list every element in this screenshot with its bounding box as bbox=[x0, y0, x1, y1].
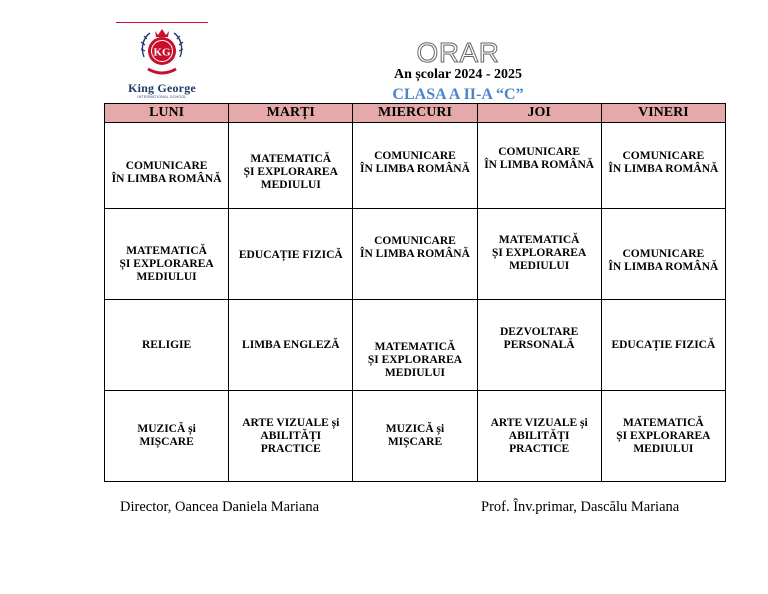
subject-label: COMUNICARE ÎN LIMBA ROMÂNĂ bbox=[111, 159, 222, 185]
day-header: MARȚI bbox=[229, 104, 353, 123]
schedule-cell bbox=[105, 300, 229, 391]
class-name: CLASA A II-A “C” bbox=[392, 86, 524, 103]
school-year: An școlar 2024 - 2025 bbox=[393, 67, 523, 82]
subject-label: EDUCAȚIE FIZICĂ bbox=[238, 248, 343, 261]
schedule-cell bbox=[601, 209, 725, 300]
school-logo bbox=[112, 22, 212, 98]
table-row bbox=[105, 209, 726, 300]
subject-label: MUZICĂ și MIȘCARE bbox=[385, 423, 445, 448]
subject-label: MATEMATICĂ ȘI EXPLORAREA MEDIULUI bbox=[119, 244, 214, 283]
subject-label: COMUNICARE ÎN LIMBA ROMÂNĂ bbox=[360, 149, 470, 175]
teacher-signature: Prof. Înv.primar, Dascălu Mariana bbox=[481, 499, 680, 515]
schedule-cell bbox=[353, 300, 477, 391]
schedule-cell bbox=[105, 123, 229, 209]
subject-label: EDUCAȚIE FIZICĂ bbox=[611, 338, 716, 351]
table-row bbox=[105, 300, 726, 391]
schedule-cell bbox=[229, 300, 353, 391]
schedule-cell bbox=[601, 391, 725, 482]
day-header-row bbox=[105, 104, 726, 123]
schedule-cell bbox=[105, 209, 229, 300]
logo-rule bbox=[116, 22, 208, 23]
subject-label: DEZVOLTARE PERSONALĂ bbox=[499, 325, 579, 351]
subject-label: MATEMATICĂ ȘI EXPLORAREA MEDIULUI bbox=[616, 416, 711, 455]
subject-label: ARTE VIZUALE și ABILITĂȚI PRACTICE bbox=[490, 416, 588, 455]
logo-subtitle: INTERNATIONAL SCHOOL bbox=[137, 95, 187, 99]
schedule-cell bbox=[477, 209, 601, 300]
schedule-cell bbox=[601, 123, 725, 209]
subject-label: MUZICĂ și MIȘCARE bbox=[137, 423, 196, 448]
subject-label: MATEMATICĂ ȘI EXPLORAREA MEDIULUI bbox=[243, 153, 338, 191]
schedule-cell bbox=[353, 123, 477, 209]
subject-label: COMUNICARE ÎN LIMBA ROMÂNĂ bbox=[360, 234, 470, 260]
subject-label: LIMBA ENGLEZĂ bbox=[242, 338, 340, 351]
subject-label: COMUNICARE ÎN LIMBA ROMÂNĂ bbox=[608, 248, 719, 273]
schedule-cell bbox=[353, 209, 477, 300]
day-header: VINERI bbox=[601, 104, 725, 123]
day-header: LUNI bbox=[105, 104, 229, 123]
schedule-cell bbox=[477, 391, 601, 482]
table-row bbox=[105, 391, 726, 482]
schedule-table bbox=[104, 103, 726, 482]
day-header: JOI bbox=[477, 104, 601, 123]
schedule-cell bbox=[229, 209, 353, 300]
schedule-cell bbox=[601, 300, 725, 391]
director-signature: Director, Oancea Daniela Mariana bbox=[120, 499, 320, 515]
subject-label: COMUNICARE ÎN LIMBA ROMÂNĂ bbox=[484, 146, 595, 171]
day-header: MIERCURI bbox=[353, 104, 477, 123]
schedule-cell bbox=[229, 391, 353, 482]
subject-label: MATEMATICĂ ȘI EXPLORAREA MEDIULUI bbox=[367, 340, 463, 379]
schedule-cell bbox=[353, 391, 477, 482]
table-row bbox=[105, 123, 726, 209]
schedule-cell bbox=[477, 300, 601, 391]
schedule-cell bbox=[229, 123, 353, 209]
crest-icon bbox=[138, 27, 186, 81]
logo-brand: King George bbox=[128, 81, 196, 95]
subject-label: RELIGIE bbox=[141, 338, 192, 351]
svg-text:KG: KG bbox=[153, 46, 171, 59]
page-title: ORAR bbox=[416, 37, 500, 68]
schedule-cell bbox=[105, 391, 229, 482]
subject-label: ARTE VIZUALE și ABILITĂȚI PRACTICE bbox=[242, 416, 340, 455]
subject-label: MATEMATICĂ ȘI EXPLORAREA MEDIULUI bbox=[492, 233, 587, 272]
subject-label: COMUNICARE ÎN LIMBA ROMÂNĂ bbox=[608, 149, 719, 175]
schedule-cell bbox=[477, 123, 601, 209]
